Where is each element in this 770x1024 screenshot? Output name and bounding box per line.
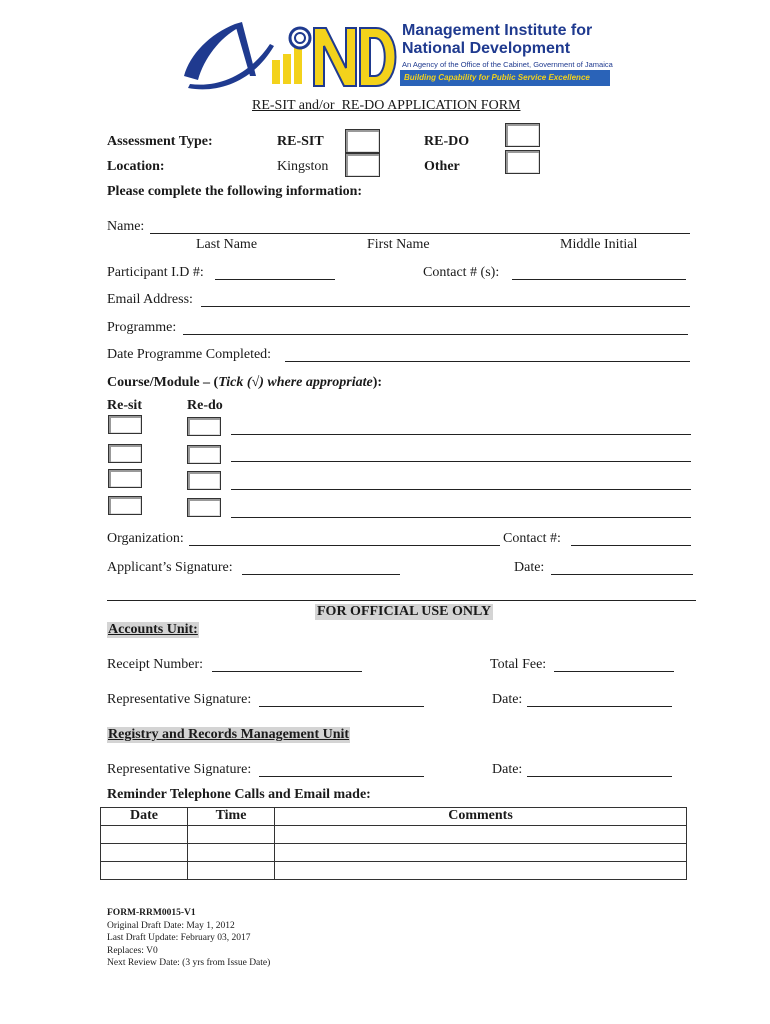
total-fee-label: Total Fee: (490, 657, 547, 672)
redo-module-checkbox[interactable] (187, 498, 221, 517)
section-divider (107, 600, 696, 601)
participant-id-label: Participant I.D #: (107, 265, 204, 280)
accounts-unit-heading: Accounts Unit: (108, 622, 198, 637)
programme-field[interactable] (183, 334, 688, 335)
accounts-rep-signature-field[interactable] (259, 706, 424, 707)
resit-option-label: RE-SIT (277, 134, 324, 149)
total-fee-field[interactable] (554, 671, 674, 672)
receipt-number-label: Receipt Number: (107, 657, 204, 672)
time-cell[interactable] (188, 826, 275, 844)
registry-date-field[interactable] (527, 776, 672, 777)
time-column-header: Time (188, 808, 275, 826)
kingston-option-label: Kingston (277, 159, 329, 174)
next-review-date: Next Review Date: (3 yrs from Issue Date) (107, 958, 271, 968)
course-module-label-c: ): (372, 375, 383, 390)
date-cell[interactable] (101, 844, 188, 862)
registry-rep-signature-field[interactable] (259, 776, 424, 777)
resit-module-checkbox[interactable] (108, 469, 142, 488)
redo-checkbox[interactable] (505, 123, 540, 147)
org-name-line1: Management Institute for (402, 22, 593, 39)
resit-checkbox[interactable] (345, 129, 380, 153)
date-completed-label: Date Programme Completed: (107, 347, 272, 362)
table-row (101, 844, 687, 862)
participant-id-field[interactable] (215, 279, 335, 280)
course-module-label (107, 375, 382, 391)
comments-column-header: Comments (275, 808, 687, 826)
accounts-rep-signature-label: Representative Signature: (107, 692, 252, 707)
official-use-heading: FOR OFFICIAL USE ONLY (317, 604, 492, 619)
email-label: Email Address: (107, 292, 193, 307)
date-cell[interactable] (101, 826, 188, 844)
course-module-tick-note: Tick (√) where appropriate (218, 375, 373, 390)
date-cell[interactable] (101, 862, 188, 880)
other-option-label: Other (424, 159, 460, 174)
comments-cell[interactable] (275, 844, 687, 862)
other-checkbox[interactable] (505, 150, 540, 174)
applicant-signature-label: Applicant’s Signature: (107, 560, 233, 575)
redo-column-header: Re-do (187, 398, 223, 413)
org-name-line2: National Development (402, 40, 571, 57)
module-line[interactable] (231, 434, 691, 435)
replaces-version: Replaces: V0 (107, 945, 158, 956)
last-name-caption: Last Name (196, 237, 258, 252)
receipt-number-field[interactable] (212, 671, 362, 672)
accounts-date-field[interactable] (527, 706, 672, 707)
resit-module-checkbox[interactable] (108, 444, 142, 463)
name-field[interactable] (150, 233, 690, 234)
time-cell[interactable] (188, 844, 275, 862)
registry-unit-heading: Registry and Records Management Unit (108, 727, 350, 742)
course-module-label-a: Course/Module – ( (107, 375, 219, 390)
time-cell[interactable] (188, 862, 275, 880)
module-line[interactable] (231, 461, 691, 462)
date-completed-field[interactable] (285, 361, 690, 362)
module-line[interactable] (231, 489, 691, 490)
resit-module-checkbox[interactable] (108, 496, 142, 515)
form-title: RE-SIT and/or RE-DO APPLICATION FORM (252, 98, 521, 113)
resit-module-checkbox[interactable] (108, 415, 142, 434)
reminder-heading: Reminder Telephone Calls and Email made: (107, 787, 371, 802)
table-row (101, 862, 687, 880)
original-draft-date: Original Draft Date: May 1, 2012 (107, 920, 235, 931)
organization-field[interactable] (189, 545, 500, 546)
accounts-date-label: Date: (492, 692, 523, 707)
org-contact-label: Contact #: (503, 531, 561, 546)
date-column-header: Date (101, 808, 188, 826)
redo-module-checkbox[interactable] (187, 445, 221, 464)
assessment-type-label: Assessment Type: (107, 134, 213, 149)
redo-option-label: RE-DO (424, 134, 470, 149)
reminder-table (100, 807, 687, 880)
redo-module-checkbox[interactable] (187, 471, 221, 490)
table-row (101, 826, 687, 844)
redo-module-checkbox[interactable] (187, 417, 221, 436)
org-contact-field[interactable] (571, 545, 691, 546)
contact-field[interactable] (512, 279, 686, 280)
applicant-signature-field[interactable] (242, 574, 400, 575)
applicant-date-field[interactable] (551, 574, 693, 575)
applicant-date-label: Date: (514, 560, 545, 575)
contact-label: Contact # (s): (423, 265, 500, 280)
name-label: Name: (107, 219, 145, 234)
agency-line: An Agency of the Office of the Cabinet, Government of Jamaica (402, 60, 613, 69)
middle-initial-caption: Middle Initial (560, 237, 638, 252)
registry-date-label: Date: (492, 762, 523, 777)
logo (180, 14, 613, 94)
instructions-text: Please complete the following information: (107, 184, 363, 199)
organization-label: Organization: (107, 531, 184, 546)
programme-label: Programme: (107, 320, 177, 335)
registry-rep-signature-label: Representative Signature: (107, 762, 252, 777)
email-field[interactable] (201, 306, 690, 307)
mind-logo-graphic (180, 14, 405, 94)
footer (107, 907, 270, 970)
last-draft-update: Last Draft Update: February 03, 2017 (107, 933, 251, 943)
comments-cell[interactable] (275, 862, 687, 880)
location-label: Location: (107, 159, 165, 174)
module-line[interactable] (231, 517, 691, 518)
kingston-checkbox[interactable] (345, 153, 380, 177)
first-name-caption: First Name (367, 237, 430, 252)
table-header-row (101, 808, 687, 826)
form-code: FORM-RRM0015-V1 (107, 908, 196, 918)
resit-column-header: Re-sit (107, 398, 142, 413)
tagline-banner: Building Capability for Public Service Excellence (400, 70, 610, 86)
comments-cell[interactable] (275, 826, 687, 844)
